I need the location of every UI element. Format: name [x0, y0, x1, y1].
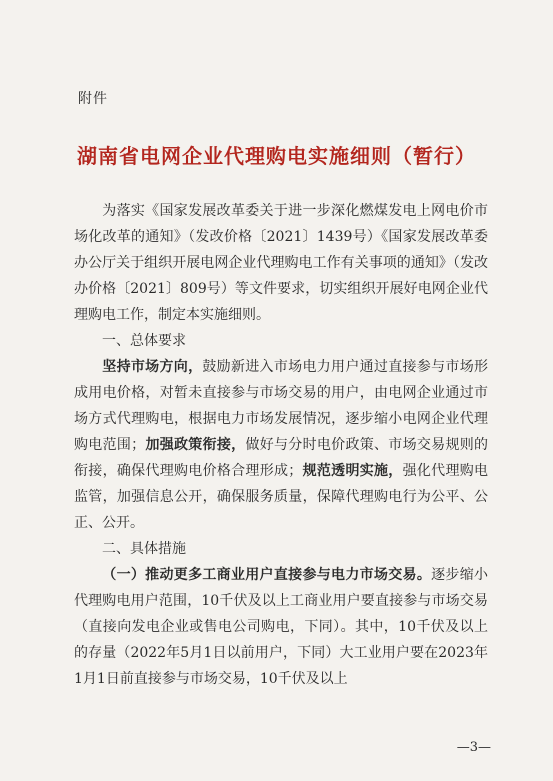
bold-phrase: 规范透明实施，: [302, 463, 403, 479]
general-requirements-paragraph: [74, 354, 488, 536]
bold-phrase: （一）推动更多工商业用户直接参与电力市场交易。: [102, 567, 432, 583]
section-heading-general: 一、总体要求: [102, 333, 186, 349]
paragraph-text: 强化代理购电监管，加强信息公开，确保服务质量，保障代理购电行为公平、公正、公开。: [74, 463, 489, 531]
section-heading-measures: 二、具体措施: [102, 541, 186, 557]
paragraph-text: 做好与分时电价政策、市场交易规则的衔接，确保代理购电价格合理形成；: [74, 437, 489, 479]
attachment-label: 附件: [78, 91, 108, 107]
bold-phrase: 坚持市场方向，: [102, 359, 203, 375]
page-number: —3—: [456, 740, 491, 755]
measures-paragraph: [74, 562, 488, 692]
document-body: [74, 198, 488, 692]
intro-paragraph: [74, 198, 488, 328]
document-title: 湖南省电网企业代理购电实施细则（暂行）: [77, 144, 476, 168]
bold-phrase: 加强政策衔接，: [145, 437, 246, 453]
paragraph-text: 鼓励新进入市场电力用户通过直接参与市场形成用电价格，对暂未直接参与市场交易的用户，由电网企业通过市场方式代理购电，根据电力市场发展情况，逐步缩小电网企业代理购电范围；: [74, 359, 489, 453]
paragraph-text: 逐步缩小代理购电用户范围，10千伏及以上工商业用户要直接参与市场交易（直接向发电企业或售电公司购电，下同）。其中，10千伏及以上的存量（2022年5月1日以前用户，下同）大工业用户要在2023年1月1日前直接参与市场交易，10千伏及以上: [74, 567, 489, 687]
intro-text: 为落实《国家发展改革委关于进一步深化燃煤发电上网电价市场化改革的通知》（发改价格〔2021〕1439号）《国家发展改革委办公厅关于组织开展电网企业代理购电工作有关事项的通知》（发改办价格〔2021〕809号）等文件要求，切实组织开展好电网企业代理购电工作，制定本实施细则。: [74, 203, 488, 323]
